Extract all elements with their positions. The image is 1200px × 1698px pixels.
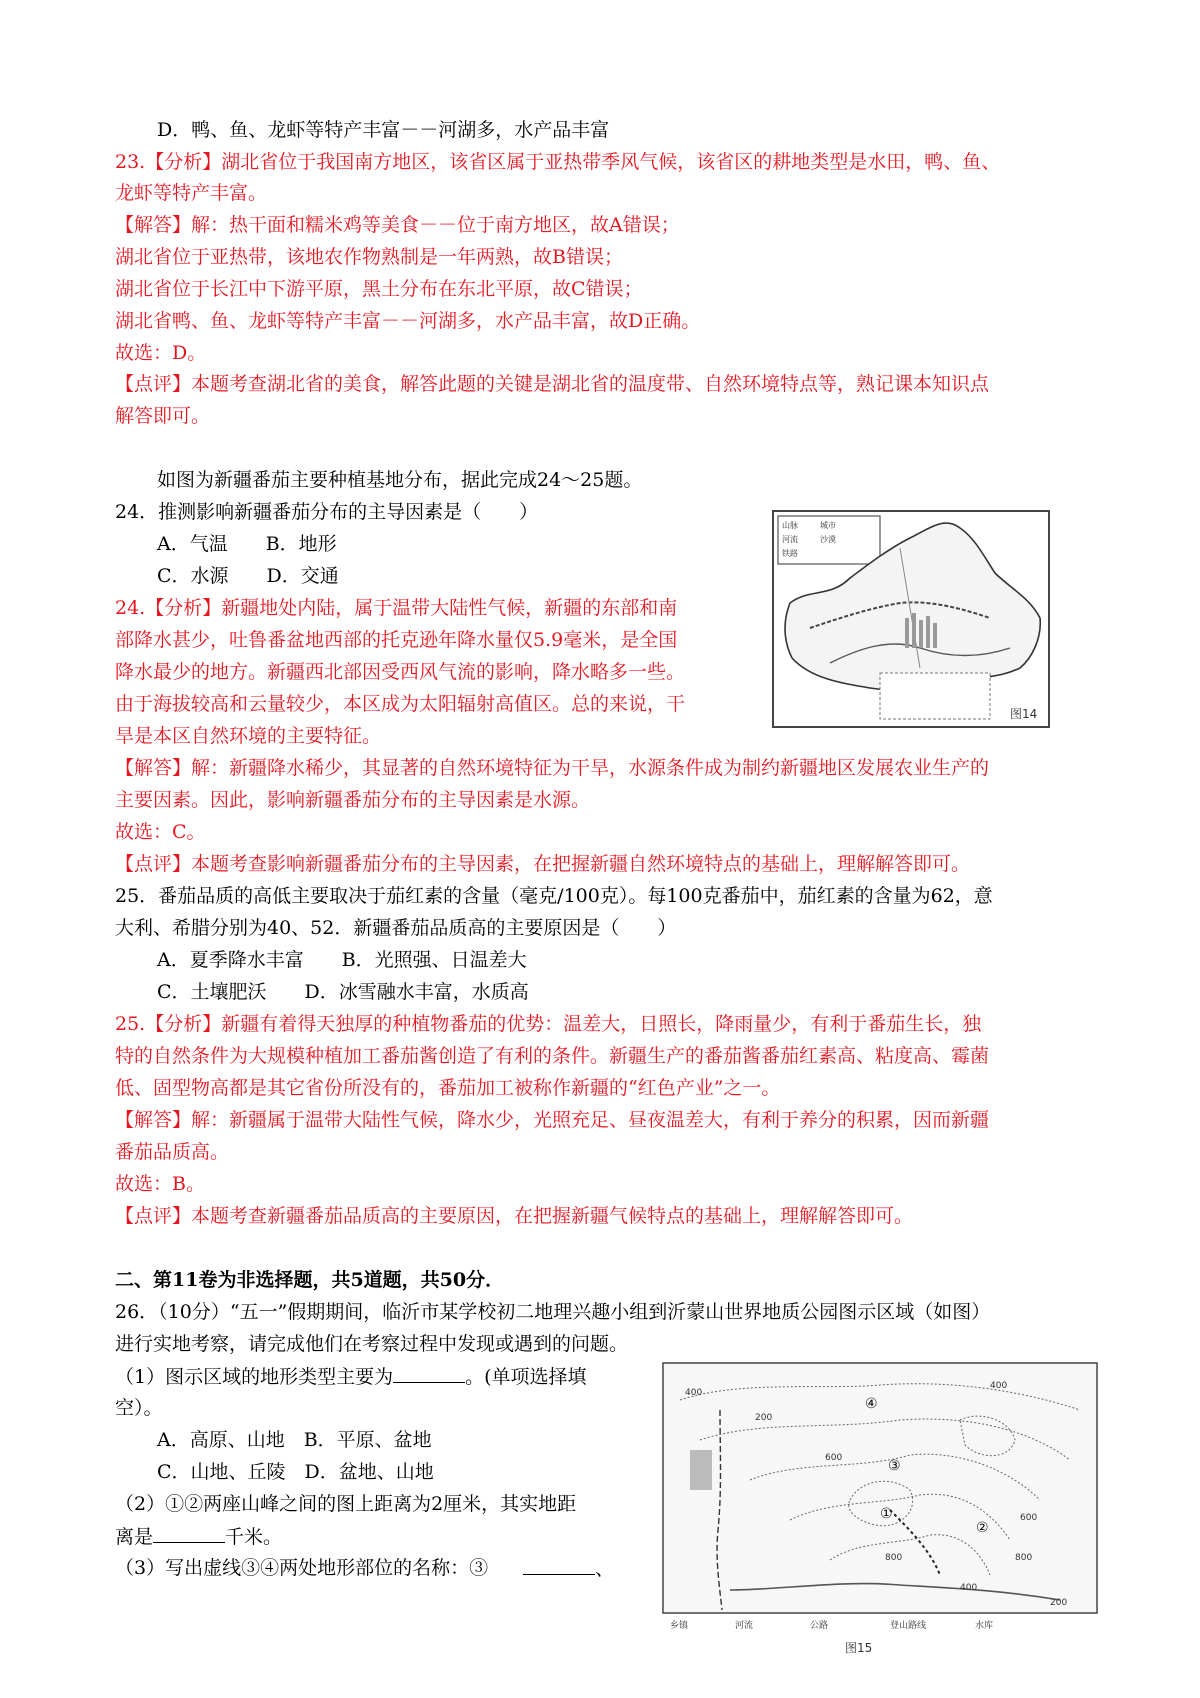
yimeng-contour-map (660, 1360, 1100, 1660)
text-line: A．高原、山地 B．平原、盆地 (157, 1429, 432, 1451)
legend-reservoir: 水库 (975, 1621, 994, 1631)
contour-label: 800 (1015, 1553, 1033, 1563)
text-line: 由于海拔较高和云量较少，本区成为太阳辐射高值区。总的来说，干 (115, 693, 686, 715)
text-line: 25.【分析】新疆有着得天独厚的种植物番茄的优势：温差大，日照长，降雨量少，有利于番茄生长，独 (115, 1013, 982, 1035)
legend-town: 乡镇 (670, 1621, 689, 1631)
answer-blank-2[interactable] (153, 1524, 225, 1543)
text-line: 【点评】本题考查新疆番茄品质高的主要原因，在把握新疆气候特点的基础上，理解解答即可。 (115, 1205, 914, 1227)
text-line: 特的自然条件为大规模种植加工番茄酱创造了有利的条件。新疆生产的番茄酱番茄红素高、粘度高、霉菌 (115, 1045, 990, 1067)
map-legend (670, 1619, 993, 1631)
text-line: 故选：D。 (115, 342, 207, 364)
text-line: C．水源 D．交通 (157, 565, 339, 587)
text-line: D．鸭、鱼、龙虾等特产丰富－－河湖多，水产品丰富 (157, 119, 610, 141)
text-line: 故选：C。 (115, 821, 206, 843)
text-line: 【解答】解：新疆属于温带大陆性气候，降水少，光照充足、昼夜温差大，有利于养分的积累，因而新疆 (115, 1109, 990, 1131)
contour-label: 600 (825, 1453, 843, 1463)
text-line: 如图为新疆番茄主要种植基地分布，据此完成24～25题。 (157, 469, 643, 491)
xinjiang-tomato-map (770, 508, 1052, 730)
legend-hiking-route: 登山路线 (890, 1621, 927, 1631)
text-line: 部降水甚少，吐鲁番盆地西部的托克逊年降水量仅5.9毫米，是全国 (115, 629, 678, 651)
legend-river: 河流 (782, 535, 798, 544)
peak-marker-3: ③ (888, 1458, 901, 1474)
legend-road: 公路 (810, 1621, 829, 1631)
q26-part2-prompt: 离是 (115, 1526, 154, 1548)
text-line: 【解答】解：新疆降水稀少，其显著的自然环境特征为干旱，水源条件成为制约新疆地区发展农业生产的 (115, 757, 990, 779)
answer-blank-3[interactable] (523, 1556, 595, 1575)
text-line: 【点评】本题考查影响新疆番茄分布的主导因素，在把握新疆自然环境特点的基础上，理解解答即可。 (115, 853, 971, 875)
text-line: 24．推测影响新疆番茄分布的主导因素是（ ） (115, 501, 539, 523)
peak-marker-2: ② (976, 1520, 989, 1536)
text-line: 主要因素。因此，影响新疆番茄分布的主导因素是水源。 (115, 789, 591, 811)
legend-railway: 铁路 (782, 549, 798, 558)
text-line: 湖北省鸭、鱼、龙虾等特产丰富－－河湖多，水产品丰富，故D正确。 (115, 310, 701, 332)
q26-part1-tail: 。(单项选择填 (465, 1366, 587, 1388)
contour-label: 200 (1050, 1598, 1068, 1608)
text-line: 23.【分析】湖北省位于我国南方地区，该省区属于亚热带季风气候，该省区的耕地类型是水田，鸭、鱼、 (115, 151, 1001, 173)
contour-label: 400 (990, 1381, 1008, 1391)
legend-desert: 沙漠 (820, 535, 836, 544)
q26-part3-tail: 、 (595, 1558, 615, 1580)
text-line: C．山地、丘陵 D．盆地、山地 (157, 1461, 434, 1483)
peak-marker-1: ① (880, 1506, 893, 1522)
text-line: 进行实地考察，请完成他们在考察过程中发现或遇到的问题。 (115, 1333, 629, 1355)
text-line: A．夏季降水丰富 B．光照强、日温差大 (157, 949, 527, 971)
text-line: 26．（10分）“五一”假期期间，临沂市某学校初二地理兴趣小组到沂蒙山世界地质公园图示区域（如图） (115, 1301, 991, 1323)
legend-river: 河流 (735, 1621, 754, 1631)
contour-label: 400 (960, 1583, 978, 1593)
q26-part2 (115, 1524, 282, 1549)
contour-label: 800 (885, 1553, 903, 1563)
q26-part3-tail-line (523, 1556, 614, 1581)
text-line: 空）。 (115, 1397, 163, 1419)
figure-15-caption: 图15 (845, 1641, 873, 1655)
text-line: 湖北省位于长江中下游平原，黑土分布在东北平原，故C错误； (115, 278, 643, 300)
q26-part1 (115, 1364, 587, 1389)
text-line: 低、固型物高都是其它省份所没有的，番茄加工被称作新疆的“红色产业”之一。 (115, 1077, 781, 1099)
text-line: 番茄品质高。 (115, 1141, 230, 1163)
text-line: A．气温 B．地形 (157, 533, 337, 555)
text-line: （3）写出虚线③④两处地形部位的名称：③ (115, 1557, 489, 1579)
text-line: （2）①②两座山峰之间的图上距离为2厘米，其实地距 (115, 1493, 577, 1515)
text-line: 大利、希腊分别为40、52．新疆番茄品质高的主要原因是（ ） (115, 917, 677, 939)
contour-label: 600 (1020, 1513, 1038, 1523)
legend-mountain: 山脉 (782, 521, 798, 530)
q26-part2-tail: 千米。 (225, 1526, 283, 1548)
peak-marker-4: ④ (865, 1396, 878, 1412)
text-line: 旱是本区自然环境的主要特征。 (115, 725, 382, 747)
text-line: C．土壤肥沃 D．冰雪融水丰富，水质高 (157, 981, 529, 1003)
figure-14-caption: 图14 (1010, 707, 1038, 721)
text-line: 24.【分析】新疆地处内陆，属于温带大陆性气候，新疆的东部和南 (115, 597, 678, 619)
answer-blank-1[interactable] (393, 1364, 465, 1383)
q26-part1-prompt: （1）图示区域的地形类型主要为 (115, 1366, 394, 1388)
text-line: 湖北省位于亚热带，该地农作物熟制是一年两熟，故B错误； (115, 246, 623, 268)
text-line: 二、第11卷为非选择题，共5道题，共50分． (115, 1269, 505, 1291)
text-line: 【点评】本题考查湖北省的美食，解答此题的关键是湖北省的温度带、自然环境特点等，熟记课本知识点 (115, 373, 990, 395)
text-line: 解答即可。 (115, 405, 211, 427)
text-line: 故选：B。 (115, 1173, 205, 1195)
text-line: 降水最少的地方。新疆西北部因受西风气流的影响，降水略多一些。 (115, 661, 686, 683)
text-line: 25．番茄品质的高低主要取决于茄红素的含量（毫克/100克）。每100克番茄中，茄红素的含量为62，意 (115, 885, 993, 907)
legend-city: 城市 (820, 521, 836, 530)
contour-label: 400 (685, 1388, 703, 1398)
text-line: 【解答】解：热干面和糯米鸡等美食－－位于南方地区，故A错误； (115, 214, 680, 236)
text-line: 龙虾等特产丰富。 (115, 182, 268, 204)
contour-label: 200 (755, 1413, 773, 1423)
